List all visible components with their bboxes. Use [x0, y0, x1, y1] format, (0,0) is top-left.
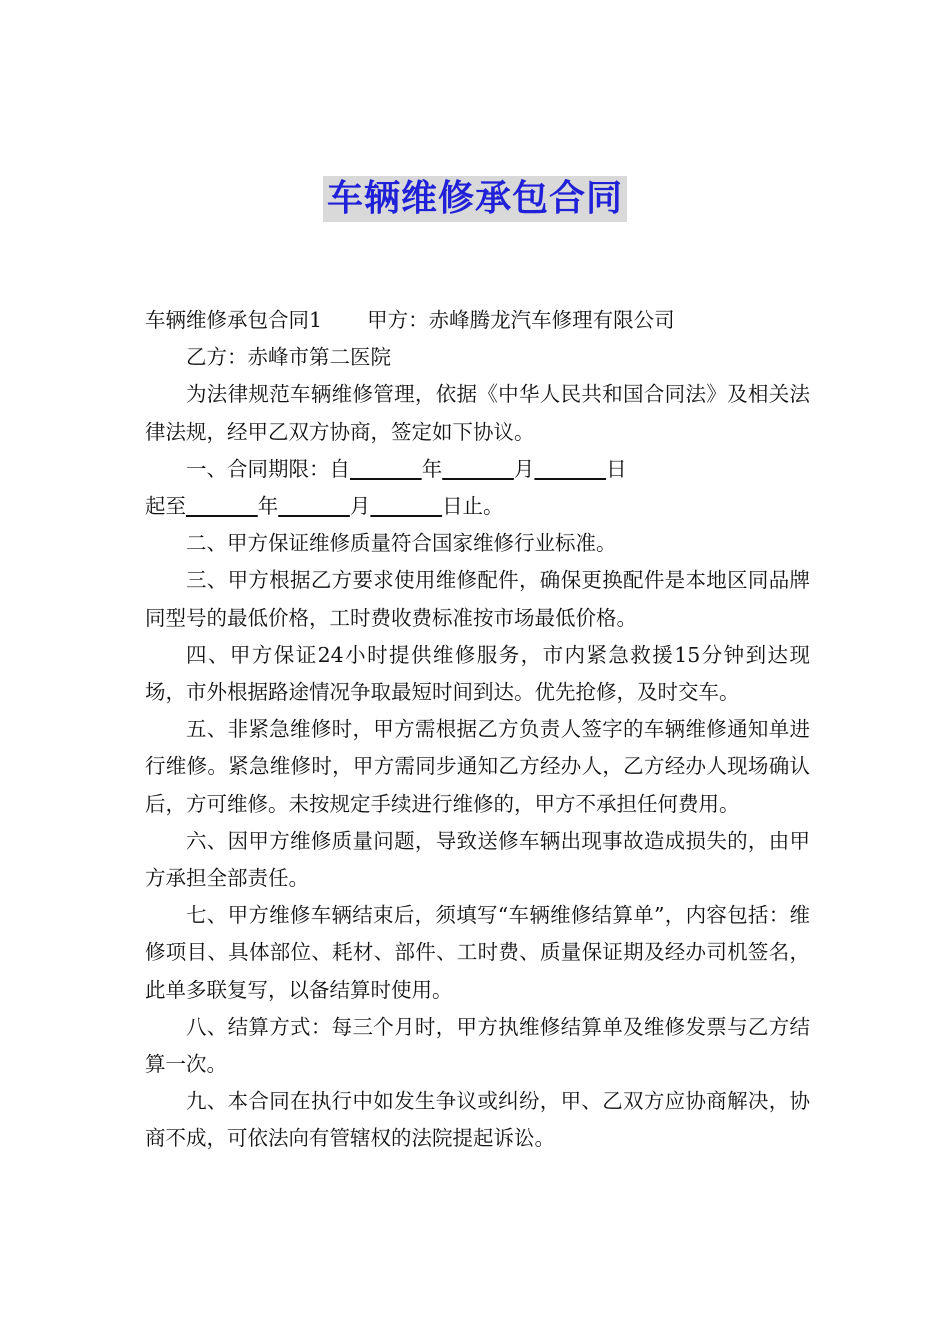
clause-7: 七、甲方维修车辆结束后，须填写“车辆维修结算单”，内容包括：维修项目、具体部位、耗材、部件、工时费、质量保证期及经办司机签名，此单多联复写，以备结算时使用。 — [145, 903, 810, 1002]
blank-year-1 — [350, 457, 422, 481]
intro-line — [145, 302, 810, 339]
party-a: 甲方：赤峰腾龙汽车修理有限公司 — [367, 308, 675, 332]
preamble: 为法律规范车辆维修管理，依据《中华人民共和国合同法》及相关法律法规，经甲乙双方协商，签定如下协议。 — [145, 382, 810, 444]
blank-month-1 — [442, 457, 514, 481]
clause-term: 一、合同期限：自 年 月 日 — [186, 456, 627, 481]
clause-6: 六、因甲方维修质量问题，导致送修车辆出现事故造成损失的，由甲方承担全部责任。 — [145, 828, 810, 891]
blank-year-2 — [186, 494, 258, 518]
blank-month-2 — [278, 494, 350, 518]
blank-day-2 — [370, 494, 442, 518]
clause-term-line2: 起至 年 月 日止。 — [145, 494, 504, 519]
clause-2: 二、甲方保证维修质量符合国家维修行业标准。 — [186, 531, 617, 556]
blank-day-1 — [534, 457, 606, 481]
party-b: 乙方：赤峰市第二医院 — [186, 345, 391, 370]
clause-9: 九、本合同在执行中如发生争议或纠纷，甲、乙双方应协商解决，协商不成，可依法向有管辖权的法院提起诉讼。 — [145, 1089, 810, 1151]
clause-3: 三、甲方根据乙方要求使用维修配件，确保更换配件是本地区同品牌同型号的最低价格，工时费收费标准按市场最低价格。 — [145, 568, 810, 630]
clause-5: 五、非紧急维修时，甲方需根据乙方负责人签字的车辆维修通知单进行维修。紧急维修时，甲方需同步通知乙方经办人，乙方经办人现场确认后，方可维修。未按规定手续进行维修的，甲方不承担任何费用。 — [145, 717, 810, 816]
document-body — [145, 302, 810, 1158]
document-title: 车辆维修承包合同 — [323, 176, 627, 222]
clause-4: 四、甲方保证24小时提供维修服务，市内紧急救援15分钟到达现场，市外根据路途情况争取最短时间到达。优先抢修，及时交车。 — [145, 642, 810, 705]
clause-8: 八、结算方式：每三个月时，甲方执维修结算单及维修发票与乙方结算一次。 — [145, 1014, 810, 1077]
intro-heading: 车辆维修承包合同1 — [145, 308, 323, 332]
title-block — [0, 176, 950, 222]
